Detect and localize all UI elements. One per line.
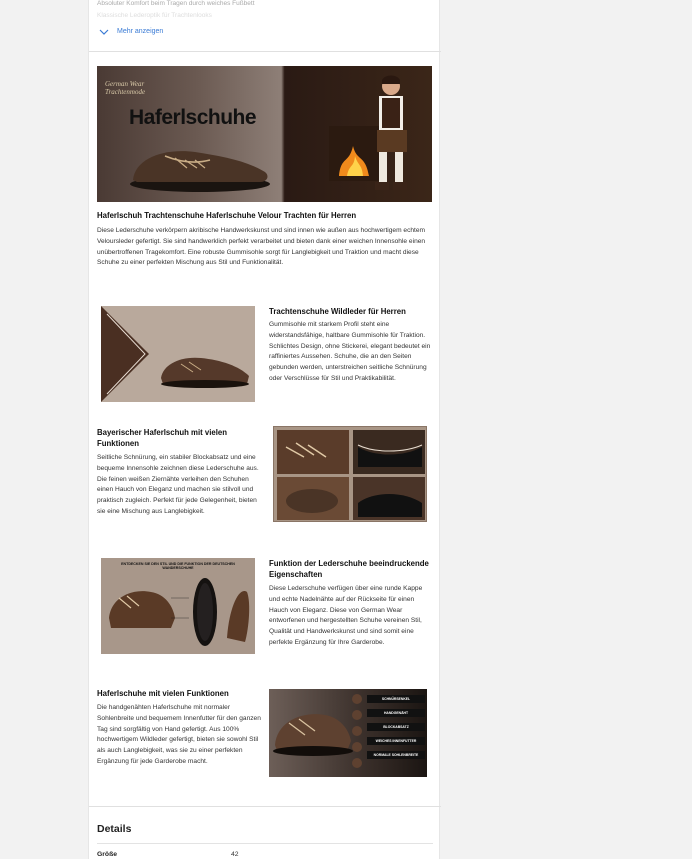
model-figure	[367, 72, 417, 198]
brand-logo-line1: German Wear	[105, 80, 145, 88]
shoe-features-tags-image	[269, 689, 427, 777]
features-section	[89, 0, 441, 52]
shoe-detail-illustration	[274, 427, 427, 522]
hero-banner-image	[97, 66, 432, 202]
section-1-title: Haferlschuh Trachtenschuhe Haferlschuhe Velour Trachten für Herren	[97, 211, 357, 220]
section-5-title: Haferlschuhe mit vielen Funktionen	[97, 689, 229, 698]
side-view-shoe-image	[101, 306, 255, 402]
section-3-title: Bayerischer Haferlschuh mit vielen Funktionen	[97, 428, 228, 448]
show-more-label: Mehr anzeigen	[117, 28, 164, 35]
feature-bullet-faded: Klassische Lederoptik für Trachtenlooks	[97, 12, 212, 19]
shoe-side-illustration	[101, 306, 255, 402]
section-2-body: Gummisohle mit starkem Profil steht eine widerstandsfähige, haltbare Gummisohle für Traktion. Schlichtes Design, ohne Stickerei, elegant bedeutet ein raffiniertes Aussehen. Schuhe, die an den Seiten gebunden werden, unterstreichen seitliche Schnürung oder Verschlüsse für Stil und Praktikabilität.	[269, 321, 431, 382]
section-3-body: Seitliche Schnürung, ein stabiler Blockabsatz und eine bequeme Innensohle zeichnen diese Lederschuhe aus. Die feinen weißen Ziernähte verleihen den Schuhen einen Hauch von Eleganz und machen sie stilvoll und praktisch zugleich. Perfekt für jede Gelegenheit, bieten sie eine Mischung aus Langlebigkeit.	[97, 454, 259, 515]
show-more-link[interactable]	[99, 28, 163, 35]
feature-tag: HANDGENÄHT	[367, 709, 425, 717]
divider	[97, 843, 433, 844]
feature-tag: SCHNÜRSENKEL	[367, 695, 425, 703]
section-4-body: Diese Lederschuhe verfügen über eine runde Kappe und echte Nadelnähte auf der Rückseite für einen Hauch von Eleganz. Diese von German Wear entworfenen und hergestellten Schuhe vereinen Stil, Qualität und Handwerkskunst und sind somit eine perfekte Ergänzung für Ihre Garderobe.	[269, 585, 423, 646]
brand-logo-line2: Trachtenmode	[105, 88, 146, 96]
details-row-value: 42	[231, 851, 239, 858]
details-section	[89, 806, 441, 858]
feature-tag: NORMALE SOHLENBREITE	[367, 751, 425, 759]
feature-bullet: Absoluter Komfort beim Tragen durch weiches Fußbett	[97, 0, 255, 7]
feature-tags-list	[367, 695, 425, 759]
product-description-panel	[88, 0, 440, 859]
section-2-title: Trachtenschuhe Wildleder für Herren	[269, 307, 406, 316]
details-row-key: Größe	[97, 851, 118, 858]
brand-logo	[105, 80, 145, 96]
feature-tag: BLOCKABSATZ	[367, 723, 425, 731]
details-title: Details	[97, 823, 132, 835]
section-1-body: Diese Lederschuhe verkörpern akribische Handwerkskunst und sind innen wie außen aus hochwertigem echtem Veloursleder gefertigt. Sie sind handwerklich perfekt verarbeitet und bieten dank einer weichen Innensohle einen unübertroffenen Tragekomfort. Eine robuste Gummisohle sorgt für Langlebigkeit und Traktion und macht diese Schuhe zu einer perfekten Mischung aus Stil und Funktionalität.	[97, 227, 426, 267]
infographic-illustration	[101, 558, 255, 654]
shoe-illustration	[125, 138, 275, 194]
hero-title: Haferlschuhe	[129, 106, 257, 129]
infographic-caption: ENTDECKEN SIE DEN STIL UND DIE FUNKTION DER DEUTSCHEN WANDERSCHUHE	[121, 562, 235, 571]
chevron-down-icon	[99, 29, 109, 35]
shoe-detail-grid-image	[273, 426, 427, 522]
features-infographic-image	[101, 558, 255, 654]
section-5-body: Die handgenähten Haferlschuhe mit normaler Sohlenbreite und bequemem Innenfutter für den ganzen Tag sind sorgfältig von Hand gefertigt. Aus 100% hochwertigem Wildleder gefertigt, bieten sie sowohl Stil als auch Langlebigkeit, was sie zu einer perfekten Ergänzung für jede Garderobe macht.	[97, 704, 261, 765]
feature-tag: WEICHES INNENFUTTER	[367, 737, 425, 745]
section-4-title: Funktion der Lederschuhe beeindruckende Eigenschaften	[269, 559, 429, 579]
